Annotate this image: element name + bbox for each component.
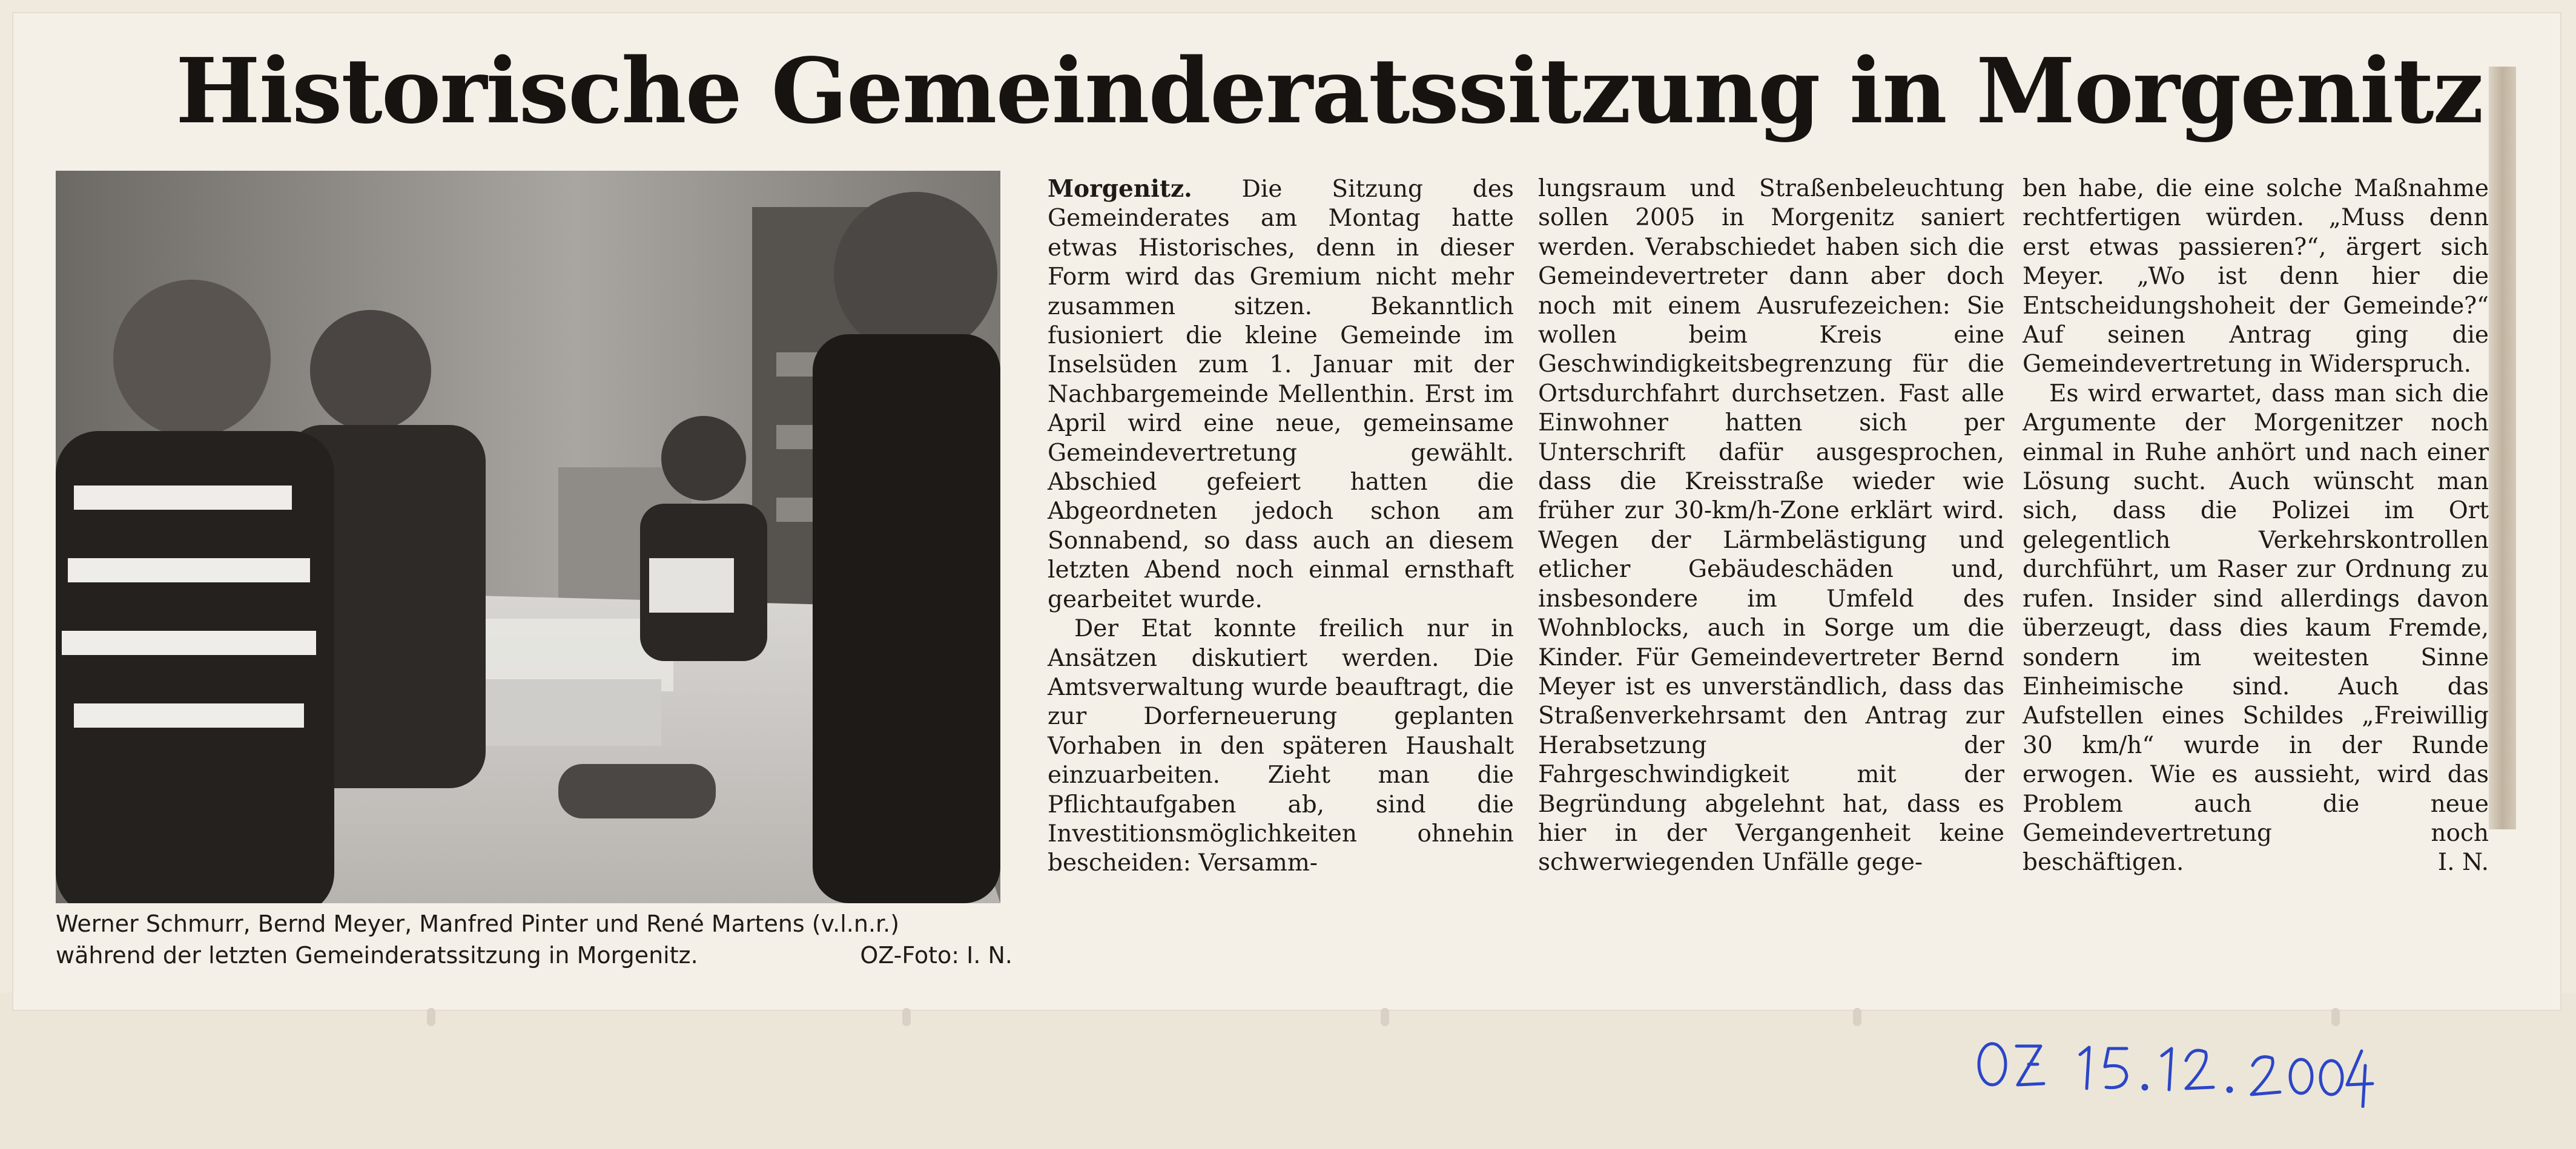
article-headline: Historische Gemeinderatssitzung in Morgenitz [176, 38, 2483, 143]
caption-line-2: während der letzten Gemeinderatssitzung in Morgenitz. [56, 942, 698, 969]
article-column-2 [1538, 174, 2004, 878]
paragraph-5: Es wird erwartet, dass man sich die Argumente der Morgenitzer noch einmal in Ruhe anhört und nach einer Lösung sucht. Auch wünscht man sich, dass die Polizei im Ort gelegentlich Verkehrskontrollen durchführt, um Raser zur Ordnung zu rufen. Insider sind allerdings davon überzeugt, dass dies kaum Fremde, sondern im weitesten Sinne Einheimische sind. Auch das Aufstellen eines Schildes „Freiwillig 30 km/h“ wurde in der Runde erwogen. Wie es aussieht, wird das Problem auch die neue Gemeindevertretung noch beschäftigen. I. N. [2023, 380, 2489, 878]
punch-mark [427, 1008, 435, 1026]
paragraph-2: Der Etat konnte freilich nur in Ansätzen diskutiert werden. Die Amtsverwaltung wurde beauftragt, die zur Dorferneuerung geplanten Vorhaben in den späteren Haushalt einzuarbeiten. Zieht man die Pflichtaufgaben ab, sind die Investitionsmöglichkeiten ohnehin bescheiden: Versamm- [1048, 615, 1514, 877]
photo-credit: OZ-Foto: I. N. [860, 942, 1012, 969]
punch-mark [902, 1008, 911, 1026]
article-column-3 [2023, 174, 2489, 878]
article-author: I. N. [2437, 849, 2489, 877]
caption-line-1: Werner Schmurr, Bernd Meyer, Manfred Pinter und René Martens (v.l.n.r.) [56, 910, 900, 937]
paragraph-3: lungsraum und Straßenbeleuchtung sollen 2005 in Morgenitz saniert werden. Verabschiedet haben sich die Gemeindevertreter dann aber doch noch mit einem Ausrufezeichen: Sie wollen beim Kreis eine Geschwindigkeitsbegrenzung für die Ortsdurchfahrt durchsetzen. Fast alle Einwohner hatten sich per Unterschrift dafür ausgesprochen, dass die Kreisstraße wieder wie früher zur 30-km/h-Zone erklärt wird. Wegen der Lärmbelästigung und etlicher Gebäudeschäden und, insbesondere im Umfeld des Wohnblocks, auch in Sorge um die Kinder. Für Gemeindevertreter Bernd Meyer ist es unverständlich, dass das Straßenverkehrsamt den Antrag zur Herabsetzung der Fahrgeschwindigkeit mit der Begründung abgelehnt hat, dass es hier in der Vergangenheit keine schwerwiegenden Unfälle gege- [1538, 175, 2004, 877]
clipping-edge [2489, 67, 2516, 829]
punch-mark [1853, 1008, 1861, 1026]
article-photo [56, 171, 1000, 903]
photo-caption [56, 908, 1012, 971]
paragraph-4: ben habe, die eine solche Maßnahme rechtfertigen würden. „Muss denn erst etwas passieren?“, ärgert sich Meyer. „Wo ist denn hier die Entscheidungshoheit der Gemeinde?“ Auf seinen Antrag ging die Gemeindevertretung in Widerspruch. [2023, 175, 2489, 378]
punch-mark [2331, 1008, 2340, 1026]
dateline: Morgenitz. [1048, 175, 1192, 203]
punch-mark [1381, 1008, 1389, 1026]
article-column-1 [1048, 174, 1514, 878]
paragraph-1: Die Sitzung des Gemeinderates am Montag hatte etwas Historisches, denn in dieser Form wird das Gremium nicht mehr zusammen sitzen. Bekanntlich fusioniert die kleine Gemeinde im Inselsüden zum 1. Januar mit der Nachbargemeinde Mellenthin. Erst im April wird eine neue, gemeinsame Gemeindevertretung gewählt. Abschied gefeiert hatten die Abgeordneten jedoch schon am Sonnabend, so dass auch an diesem letzten Abend noch einmal ernsthaft gearbeitet wurde. [1048, 176, 1514, 613]
handwritten-date-note [1968, 1029, 2422, 1108]
